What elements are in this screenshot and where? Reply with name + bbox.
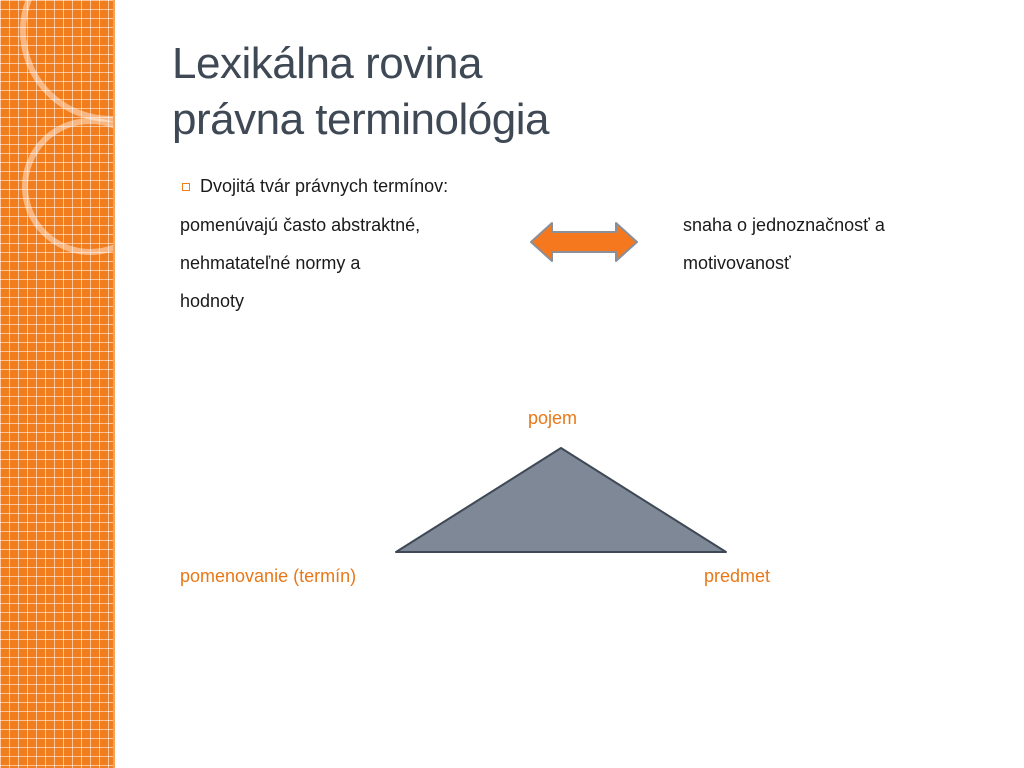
- decorative-ring-middle: [22, 118, 113, 255]
- right-line-2: motivovanosť: [683, 253, 791, 273]
- title-line-1: Lexikálna rovina: [172, 39, 482, 88]
- diagram-label-predmet: predmet: [704, 566, 771, 586]
- sidebar-edge: [113, 0, 115, 768]
- double-arrow-icon: [528, 220, 640, 264]
- diagram-label-termin: pomenovanie (termín): [180, 566, 357, 586]
- left-description: [180, 206, 420, 320]
- right-description: [683, 206, 885, 282]
- left-line-3: hodnoty: [180, 291, 245, 311]
- diagram-label-pojem: pojem: [528, 408, 578, 428]
- left-line-1: pomenúvajú často abstraktné,: [180, 215, 421, 235]
- left-line-2: nehmatateľné normy a: [180, 253, 361, 273]
- square-bullet-icon: [182, 183, 190, 191]
- right-line-1: snaha o jednoznačnosť a: [683, 215, 885, 235]
- decorative-ring-top: [20, 0, 113, 122]
- slide-title: [172, 36, 549, 148]
- bullet-item: [182, 176, 448, 197]
- decorative-sidebar: [0, 0, 113, 768]
- title-line-2: právna terminológia: [172, 95, 549, 144]
- semantic-triangle: [390, 444, 732, 556]
- bullet-text: Dvojitá tvár právnych termínov:: [200, 176, 449, 196]
